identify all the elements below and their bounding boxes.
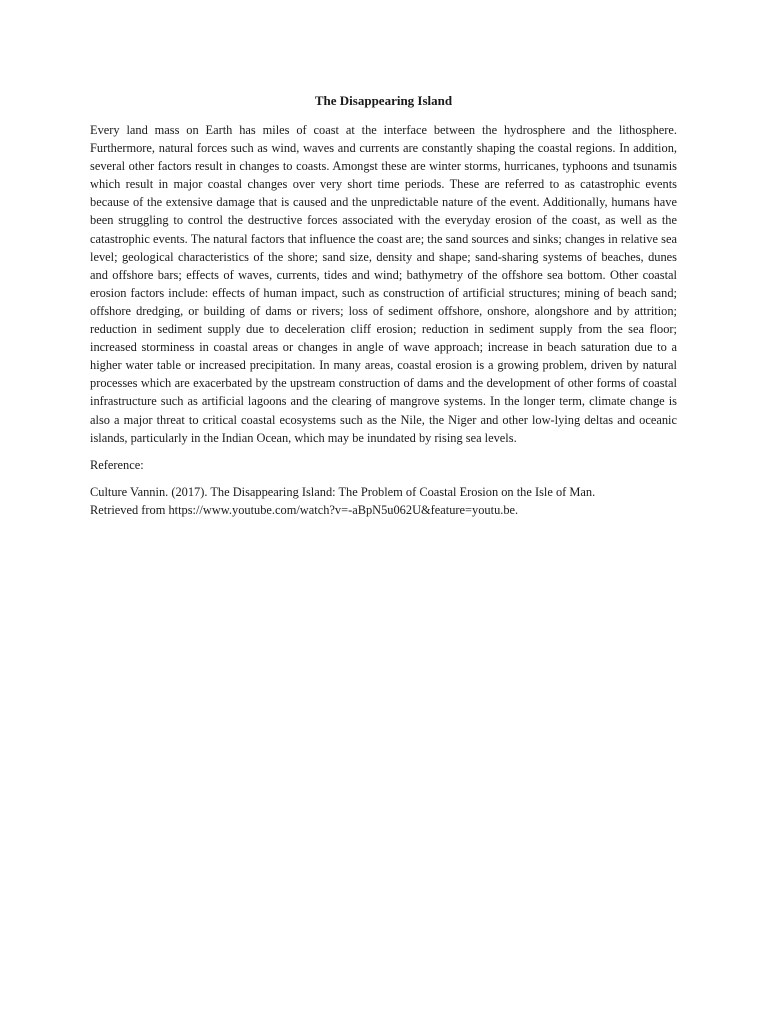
- body-paragraph: Every land mass on Earth has miles of coast at the interface between the hydrosphere and the lithosphere. Furthermore, natural forces such as wind, waves and currents are constantly shaping the coastal regions. In addition, several other factors result in changes to coasts. Amongst these are winter storms, hurricanes, typhoons and tsunamis which result in major coastal changes over very short time periods. These are referred to as catastrophic events because of the extensive damage that is caused and the unpredictable nature of the event. Additionally, humans have been struggling to control the destructive forces associated with the everyday erosion of the coast, as well as the catastrophic events. The natural factors that influence the coast are; the sand sources and sinks; changes in relative sea level; geological characteristics of the shore; sand size, density and shape; sand-sharing systems of beaches, dunes and offshore bars; effects of waves, currents, tides and wind; bathymetry of the offshore sea bottom. Other coastal erosion factors include: effects of human impact, such as construction of artificial structures; mining of beach sand; offshore dredging, or building of dams or rivers; loss of sediment offshore, onshore, alongshore and by attrition; reduction in sediment supply due to deceleration cliff erosion; reduction in sediment supply from the sea floor; increased storminess in coastal areas or changes in angle of wave approach; increase in beach saturation due to a higher water table or increased precipitation. In many areas, coastal erosion is a growing problem, driven by natural processes which are exacerbated by the upstream construction of dams and the development of other forms of coastal infrastructure such as artificial lagoons and the clearing of mangrove systems. In the longer term, climate change is also a major threat to critical coastal ecosystems such as the Nile, the Niger and other low-lying deltas and oceanic islands, particularly in the Indian Ocean, which may be inundated by rising sea levels.: [90, 123, 677, 445]
- reference-entry: [90, 483, 677, 520]
- reference-line-1: Culture Vannin. (2017). The Disappearing Island: The Problem of Coastal Erosion on the Isle of Man.: [90, 484, 596, 499]
- reference-line-2: Retrieved from https://www.youtube.com/watch?v=-aBpN5u062U&feature=youtu.be.: [90, 502, 519, 517]
- document-page: [90, 92, 677, 519]
- document-title: The Disappearing Island: [314, 93, 453, 108]
- reference-heading: Reference:: [90, 457, 144, 472]
